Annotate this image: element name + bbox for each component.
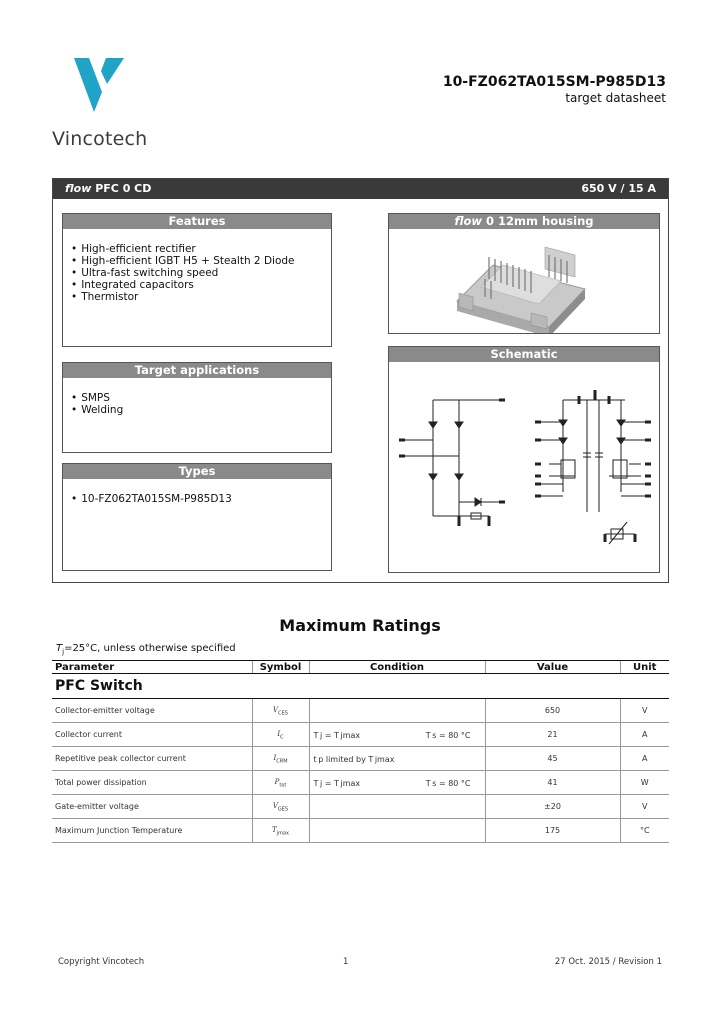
- circuit-schematic-image: [389, 362, 659, 572]
- footer-page-number: 1: [343, 957, 349, 967]
- row-value: 175: [485, 819, 620, 843]
- list-item: • Ultra-fast switching speed: [71, 267, 331, 279]
- ratings-table: [52, 660, 669, 843]
- table-row: [52, 699, 669, 723]
- col-parameter: Parameter: [52, 661, 252, 674]
- list-item: • Welding: [71, 404, 331, 416]
- product-header-bar: [53, 179, 668, 199]
- condition-note: $T_j=25^\circ C$, unless otherwise specified: [56, 643, 236, 656]
- product-family: flow PFC 0 CD: [65, 182, 152, 195]
- row-unit: °C: [620, 819, 669, 843]
- vincotech-v-logo-icon: [74, 58, 124, 112]
- row-parameter: Gate-emitter voltage: [52, 795, 252, 819]
- row-unit: A: [620, 723, 669, 747]
- company-logo: [52, 58, 162, 153]
- table-row: [52, 819, 669, 843]
- part-number-title: 10-FZ062TA015SM-P985D13: [442, 74, 666, 90]
- group-label: PFC Switch: [52, 674, 669, 699]
- col-value: Value: [485, 661, 620, 674]
- table-row: [52, 771, 669, 795]
- types-box: [62, 463, 332, 571]
- list-item: • 10-FZ062TA015SM-P985D13: [71, 493, 331, 505]
- group-row: [52, 674, 669, 699]
- document-type: target datasheet: [565, 91, 666, 105]
- features-title: Features: [63, 214, 331, 229]
- brand-name: Vincotech: [52, 128, 148, 150]
- row-value: ±20: [485, 795, 620, 819]
- applications-title: Target applications: [63, 363, 331, 378]
- row-value: 650: [485, 699, 620, 723]
- list-item: • Integrated capacitors: [71, 279, 331, 291]
- table-header-row: [52, 661, 669, 674]
- module-housing-image: [389, 229, 659, 333]
- footer-copyright: Copyright Vincotech: [58, 957, 145, 967]
- row-condition: T j = T jmax T s = 80 °C: [309, 771, 485, 795]
- row-value: 21: [485, 723, 620, 747]
- row-value: 41: [485, 771, 620, 795]
- col-condition: Condition: [309, 661, 485, 674]
- table-row: [52, 795, 669, 819]
- row-condition: T j = T jmax T s = 80 °C: [309, 723, 485, 747]
- row-symbol: $V_{CES}$: [252, 699, 309, 723]
- applications-box: [62, 362, 332, 453]
- list-item: • Thermistor: [71, 291, 331, 303]
- housing-box: [388, 213, 660, 334]
- row-symbol: $I_{CRM}$: [252, 747, 309, 771]
- row-condition: [309, 699, 485, 723]
- row-symbol: $T_{jmax}$: [252, 819, 309, 843]
- row-unit: W: [620, 771, 669, 795]
- schematic-box: [388, 346, 660, 573]
- table-row: [52, 747, 669, 771]
- table-row: [52, 723, 669, 747]
- types-title: Types: [63, 464, 331, 479]
- row-condition: t p limited by T jmax: [309, 747, 485, 771]
- row-parameter: Collector current: [52, 723, 252, 747]
- row-symbol: $P_{tot}$: [252, 771, 309, 795]
- footer-date-revision: 27 Oct. 2015 / Revision 1: [554, 957, 662, 967]
- row-symbol: $V_{GES}$: [252, 795, 309, 819]
- row-unit: V: [620, 699, 669, 723]
- row-parameter: Collector-emitter voltage: [52, 699, 252, 723]
- housing-title: flow 0 12mm housing: [389, 214, 659, 229]
- col-symbol: Symbol: [252, 661, 309, 674]
- features-list: [63, 229, 331, 303]
- row-unit: A: [620, 747, 669, 771]
- features-box: [62, 213, 332, 347]
- row-parameter: Total power dissipation: [52, 771, 252, 795]
- row-condition: [309, 819, 485, 843]
- list-item: • SMPS: [71, 392, 331, 404]
- col-unit: Unit: [620, 661, 669, 674]
- row-condition: [309, 795, 485, 819]
- product-overview-panel: [52, 178, 669, 583]
- maximum-ratings-title: Maximum Ratings: [279, 616, 441, 635]
- row-parameter: Repetitive peak collector current: [52, 747, 252, 771]
- product-rating: 650 V / 15 A: [581, 182, 656, 195]
- list-item: • High-efficient rectifier: [71, 243, 331, 255]
- list-item: • High-efficient IGBT H5 + Stealth 2 Diode: [71, 255, 331, 267]
- applications-list: [63, 378, 331, 416]
- row-symbol: $I_C$: [252, 723, 309, 747]
- row-parameter: Maximum Junction Temperature: [52, 819, 252, 843]
- row-value: 45: [485, 747, 620, 771]
- types-list: [63, 479, 331, 505]
- schematic-title: Schematic: [389, 347, 659, 362]
- row-unit: V: [620, 795, 669, 819]
